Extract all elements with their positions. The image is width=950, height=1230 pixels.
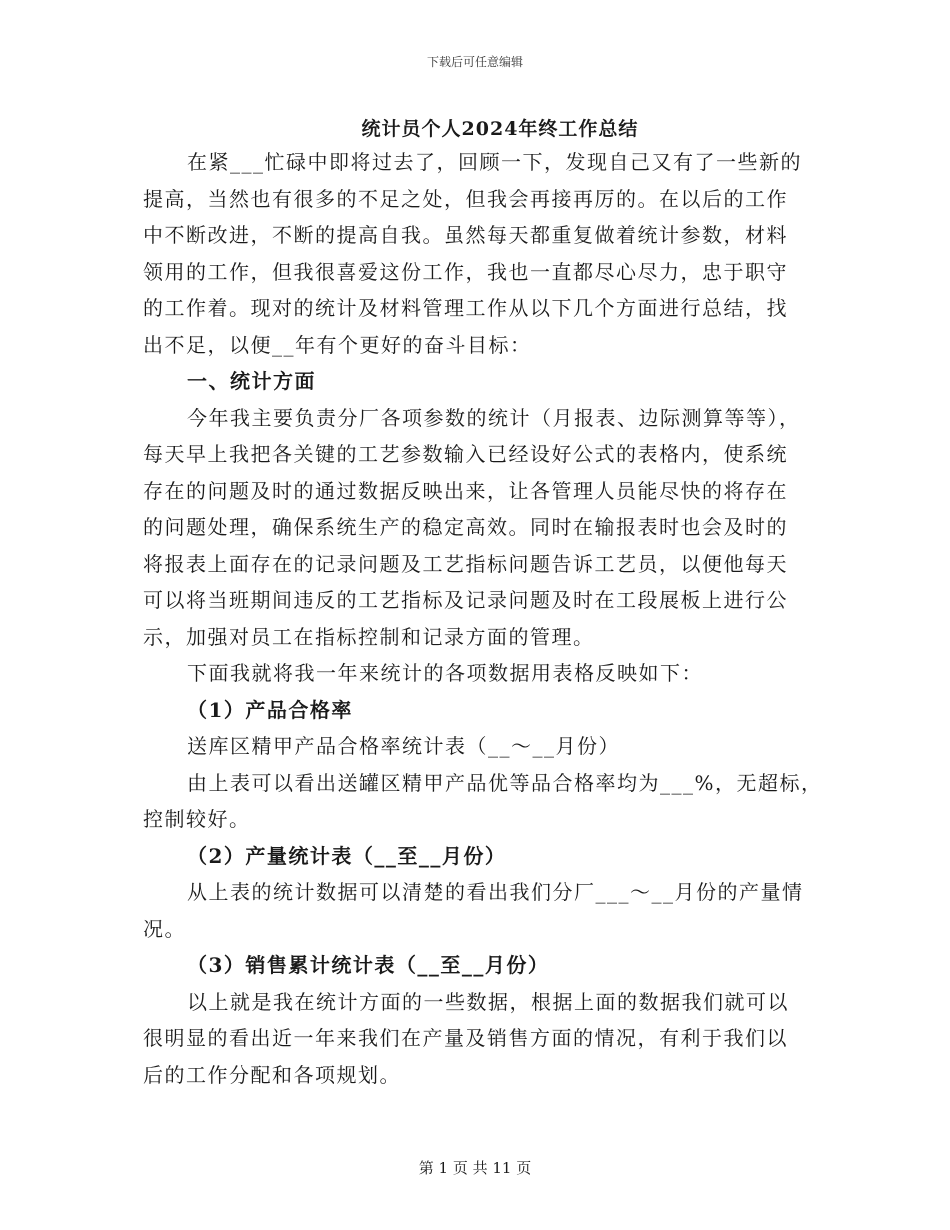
subsection-heading: （1）产品合格率 [187,697,353,722]
body-line: 以上就是我在统计方面的一些数据，根据上面的数据我们就可以 [187,989,789,1014]
body-line: 送库区精甲产品合格率统计表（__～__月份） [187,734,620,758]
body-line: 下面我就将我一年来统计的各项数据用表格反映如下： [187,661,703,685]
body-line: 从上表的统计数据可以清楚的看出我们分厂___～__月份的产量情 [187,880,804,904]
body-line: 可以将当班期间违反的工艺指标及记录问题及时在工段展板上进行公 [143,588,788,612]
body-line: 在紧___忙碌中即将过去了，回顾一下，发现自己又有了一些新的 [187,150,802,174]
section-heading: 一、统计方面 [187,369,316,393]
body-line: 今年我主要负责分厂各项参数的统计（月报表、边际测算等等）， [187,405,801,430]
body-line: 况。 [143,916,186,941]
subsection-heading: （3）销售累计统计表（__至__月份） [187,953,550,977]
page-footer: 第 1 页 共 11 页 [418,1159,532,1177]
body-line: 将报表上面存在的记录问题及工艺指标问题告诉工艺员，以便他每天 [143,551,788,576]
body-line: 每天早上我把各关键的工艺参数输入已经设好公式的表格内，使系统 [143,442,788,466]
body-line: 中不断改进，不断的提高自我。虽然每天都重复做着统计参数，材料 [143,223,788,247]
body-line: 存在的问题及时的通过数据反映出来，让各管理人员能尽快的将存在 [143,478,788,503]
body-line: 很明显的看出近一年来我们在产量及销售方面的情况，有利于我们以 [143,1026,788,1050]
body-line: 由上表可以看出送罐区精甲产品优等品合格率均为___%，无超标， [187,770,823,795]
body-line: 的工作着。现对的统计及材料管理工作从以下几个方面进行总结，找 [143,296,788,320]
body-line: 控制较好。 [143,807,251,831]
body-line: 的问题处理，确保系统生产的稳定高效。同时在输报表时也会及时的 [143,515,788,539]
document-title: 统计员个人2024年终工作总结 [361,118,639,140]
body-line: 领用的工作，但我很喜爱这份工作，我也一直都尽心尽力，忠于职守 [143,259,788,284]
subsection-heading: （2）产量统计表（__至__月份） [187,843,507,868]
document-body [143,144,823,1093]
page-header: 下载后可任意编辑 [426,55,523,69]
body-line: 出不足，以便__年有个更好的奋斗目标： [143,332,532,357]
body-line: 后的工作分配和各项规划。 [143,1062,401,1087]
body-line: 提高，当然也有很多的不足之处，但我会再接再厉的。在以后的工作 [143,186,788,211]
body-line: 示，加强对员工在指标控制和记录方面的管理。 [143,624,595,649]
